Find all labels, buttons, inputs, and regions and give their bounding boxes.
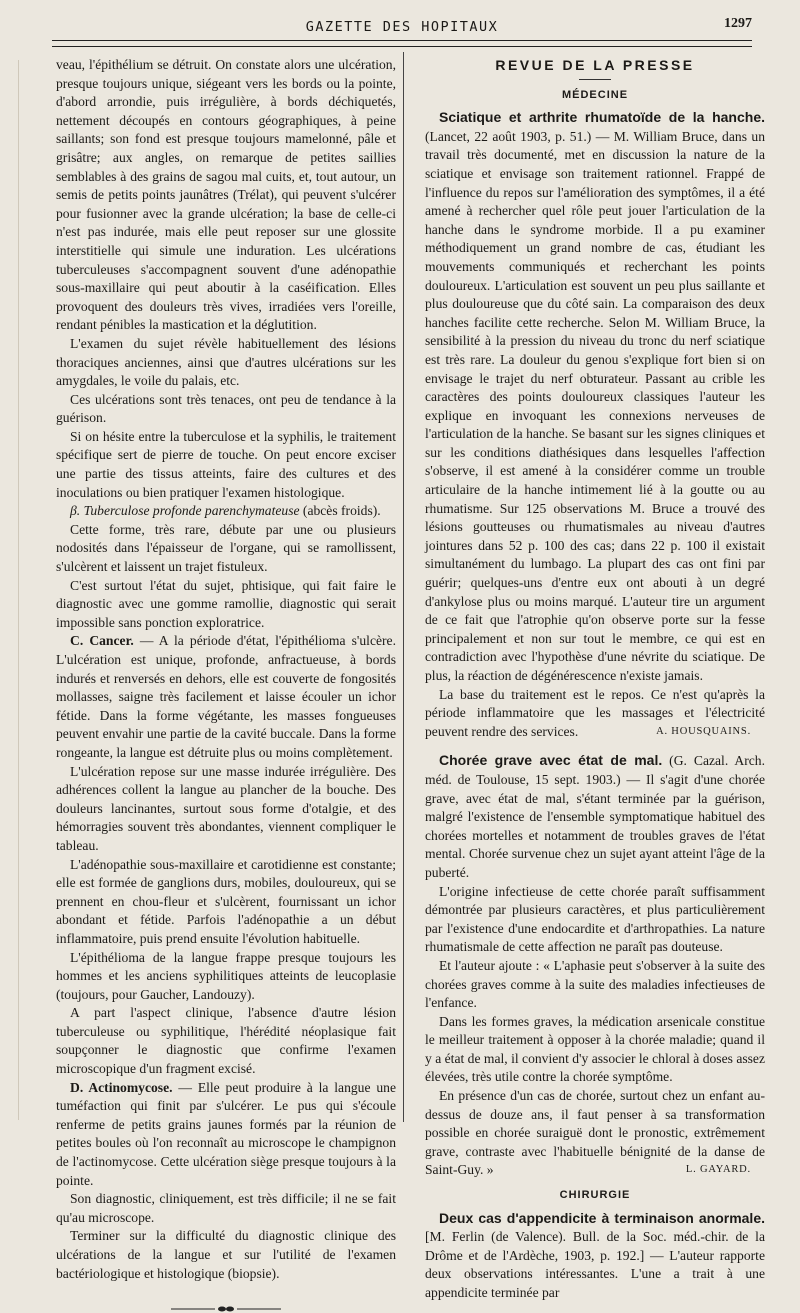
section-title-rule: [579, 79, 611, 80]
paragraph: [56, 502, 396, 521]
paragraph: A part l'aspect clinique, l'absence d'autre lésion tuberculeuse ou syphilitique, l'hérédité néoplasique fait soupçonner le diagnostic que confirme l'examen microscopique d'un fragment excisé.: [56, 1005, 396, 1077]
page-number: 1297: [724, 16, 752, 31]
paragraph: Dans les formes graves, la médication arsenicale constitue le meilleur traitement à opposer à la chorée maladie; quand il y a état de mal, il convient d'y associer le chloral à doses assez élevées, très utile contre la chorée symptôme.: [425, 1013, 765, 1085]
left-column: [56, 56, 396, 1313]
paragraph: Ces ulcérations sont très tenaces, ont peu de tendance à la guérison.: [56, 391, 396, 426]
author-signature: L. GAYARD.: [685, 1164, 751, 1176]
article-choree: [425, 751, 765, 882]
paragraph: C'est surtout l'état du sujet, phtisique, qui fait faire le diagnostic avec une gomme ramollie, diagnostic qui serait impossible sans ponction exploratrice.: [56, 577, 396, 630]
page-header: [52, 14, 752, 40]
paragraph: [425, 686, 765, 742]
article-title: Deux cas d'appendicite à terminaison anormale.: [439, 1209, 765, 1226]
article-title: Sciatique et arthrite rhumatoïde de la hanche.: [439, 109, 765, 126]
end-ornament: [171, 1305, 281, 1313]
article-sciatique: [425, 108, 765, 685]
right-column: [425, 56, 765, 1303]
subsection-heading: β. Tuberculose profonde parenchymateuse: [70, 503, 300, 519]
article-body: [M. Ferlin (de Valence). Bull. de la Soc. méd.-chir. de la Drôme et de l'Ardèche, 1903, p. 192.] — L'auteur rapporte deux observations intéressantes. L'une a trait à une appendicite terminée par: [425, 1229, 765, 1300]
section-title: REVUE DE LA PRESSE: [495, 57, 695, 73]
paragraph: Si on hésite entre la tuberculose et la syphilis, le traitement spécifique sert de pierre de touche. On peut encore exciser une partie des tissus atteints, faire des cultures et des inoculations ou bien pratiquer l'examen histologique.: [56, 428, 396, 500]
paragraph: Terminer sur la difficulté du diagnostic clinique des ulcérations de la langue et sur l'utilité de l'examen bactériologique et histologique (biopsie).: [56, 1228, 396, 1281]
header-rule-top: [52, 40, 752, 41]
paragraph: Cette forme, très rare, débute par une ou plusieurs nodosités dans l'épaisseur de l'organe, qui se ramollissent, s'ulcèrent et laissent un trajet fistuleux.: [56, 521, 396, 575]
section-text: — Elle peut produire à la langue une tuméfaction qui finit par s'ulcérer. Le pus qui s'écoule renferme de petits grains jaunes formés par la réunion de petites boules où l'on reconnaît au microscope le champignon de l'actinomycose. Cette ulcération siège presque toujours à la pointe.: [56, 1079, 396, 1188]
paragraph: L'origine infectieuse de cette chorée paraît suffisamment démontrée par plusieurs caractères, et plus particulièrement par l'existence d'une endocardite et d'arthropathies. La nature rhumatismale de cette affection ne paraît pas douteuse.: [425, 883, 765, 955]
paragraph: L'épithélioma de la langue frappe presque toujours les hommes et les anciens syphilitiques atteints de leucoplasie (toujours, pour Gaucher, Landouzy).: [56, 949, 396, 1002]
header-rule-bottom: [52, 46, 752, 47]
paragraph: [56, 632, 396, 762]
section-heading-actinomycose: D. Actinomycose.: [70, 1079, 173, 1095]
page-fold-line: [18, 60, 19, 1120]
paragraph: L'adénopathie sous-maxillaire et carotidienne est constante; elle est formée de ganglions durs, mobiles, douloureux, qui se prennent en chou-fleur et s'ulcèrent, fournissant un ichor abondant et fétide. Parfois l'adénopathie a un début inflammatoire, puis prend ensuite l'évolution habituelle.: [56, 856, 396, 946]
article-body: (G. Cazal. Arch. méd. de Toulouse, 15 sept. 1903.) — Il s'agit d'une chorée grave, avec état de mal, s'étant terminée par la guérison, malgré l'existence de l'ensemble symptomatique habituel des chorées mortelles et notamment de troubles graves de l'état mental. Chorée survenue chez un sujet ayant atteint l'âge de la puberté.: [425, 753, 765, 880]
article-appendicite: [425, 1209, 765, 1303]
paragraph: [56, 1079, 396, 1191]
paragraph-text: La base du traitement est le repos. Ce n'est qu'après la période inflammatoire que les massages et l'électricité peuvent rendre des services.: [425, 686, 765, 739]
paragraph: L'examen du sujet révèle habituellement des lésions thoraciques anciennes, ainsi que d'autres ulcérations sur les amygdales, le voile du palais, etc.: [56, 335, 396, 389]
paragraph-text: En présence d'un cas de chorée, surtout chez un enfant au-dessus de douze ans, il faut penser à sa transformation possible en chorée suraiguë dont le pronostic, extrêmement grave, contraste avec l'habituelle bénignité de la danse de Saint-Guy. »: [425, 1088, 765, 1178]
article-body: (Lancet, 22 août 1903, p. 51.) — M. William Bruce, dans un travail très documenté, met en discussion la nature de la sciatique et envisage son traitement rationnel. Frappé de l'influence du repos sur l'amélioration des symptômes, il a été amené à rechercher quel rôle peut jouer l'articulation de la hanche dans le syndrome morbide. Il a pu examiner méthodiquement un grand nombre de cas, étudiant les mouvements communiqués et recherchant les points douloureux. L'articulation est souvent un peu plus saillante et plus douloureuse que du côté sain. La comparaison des deux hanches facilite cette recherche. Selon M. William Bruce, la sensibilité à la pression du niveau du tronc du nerf sciatique est très rare. La douleur du genou s'explique fort bien si on envisage le trajet du nerf obturateur. Passant au crible les caractères des points douloureux classiques l'auteur les explique en invoquant les connexions nerveuses de l'articulation de la hanche. Se basant sur les signes cliniques et sur les conditions diathésiques dans lesquelles l'affection s'observe, il est amené à la considérer comme un trouble articulaire de la hanche intimement lié à la goutte ou au rhumatisme. Sur 125 observations M. Bruce a trouvé des lésions goutteuses ou rhumatismales au niveau d'autres jointures dans 52 p. 100 des cas; dans 22 p. 100 il existait simultanément du lumbago. La plupart des cas ont fini par guérir; quelques-uns d'entre eux ont abouti à un degré d'ankylose plus ou moins marqué. L'auteur tire un argument de ce fait que l'atrophie qu'on observe porte sur la fesse principalement et non sur tout le membre, ce qui est en contradiction avec l'hypothèse d'une névrite du sciatique. De plus, la réaction de dégénérescence n'existe jamais.: [425, 128, 765, 683]
section-heading-cancer: C. Cancer.: [70, 633, 134, 649]
subsection-heading-rest: (abcès froids).: [299, 503, 381, 519]
paragraph: L'ulcération repose sur une masse indurée irrégulière. Des adhérences collent la langue au plancher de la bouche. Des douleurs lancinantes, surtout sous forme d'otalgie, et des hémorragies souvent très abondantes, viennent compliquer le tableau.: [56, 763, 396, 853]
paragraph: Et l'auteur ajoute : « L'aphasie peut s'observer à la suite des chorées graves comme à la suite des maladies infectieuses de l'enfance.: [425, 957, 765, 1011]
paragraph: Son diagnostic, cliniquement, est très difficile; il ne se fait qu'au microscope.: [56, 1191, 396, 1225]
author-signature: A. HOUSQUAINS.: [656, 725, 751, 737]
column-divider: [403, 52, 404, 1122]
journal-title: GAZETTE DES HOPITAUX: [305, 19, 499, 35]
article-title: Chorée grave avec état de mal.: [439, 752, 663, 769]
subsection-medecine: MÉDECINE: [561, 88, 629, 101]
paragraph: veau, l'épithélium se détruit. On constate alors une ulcération, presque toujours unique, siégeant vers les bords ou la pointe, d'abord arrondie, puis irrégulière, à bords déchiquetés, nettement découpés en contours géographiques, à peine saillants; son fond est presque toujours mamelonné, pâle et grisâtre; aux angles, on remarque de petites saillies semblables à des grains de sagou mal cuits, et, tout autour, un semis de petits points jaunâtres (Trélat), qui peuvent s'ulcérer pour fusionner avec la grande ulcération; la base de celle-ci n'est pas indurée, mais elle peut reposer sur une glossite interstitielle qui simule une induration. Les ulcérations tuberculeuses s'accompagnent souvent d'une adénopathie sous-maxillaire qui peut aboutir à la caséification. Elles provoquent des douleurs très vives, irradiées vers l'oreille, rendant pénibles la mastication et la déglutition.: [56, 57, 396, 333]
subsection-chirurgie: CHIRURGIE: [559, 1189, 631, 1202]
paragraph: [425, 1087, 765, 1180]
section-text: — A la période d'état, l'épithélioma s'ulcère. L'ulcération est unique, profonde, anfractueuse, à bords indurés et renversés en dehors, elle est couverte de fongosités mollasses, saigne très facilement et laisse écouler un ichor fétide. Dans la forme végétante, les masses fongueuses peuvent envahir une partie de la cavité buccale. Dans la forme rongeante, la langue est détruite plus ou moins complètement.: [56, 633, 396, 760]
